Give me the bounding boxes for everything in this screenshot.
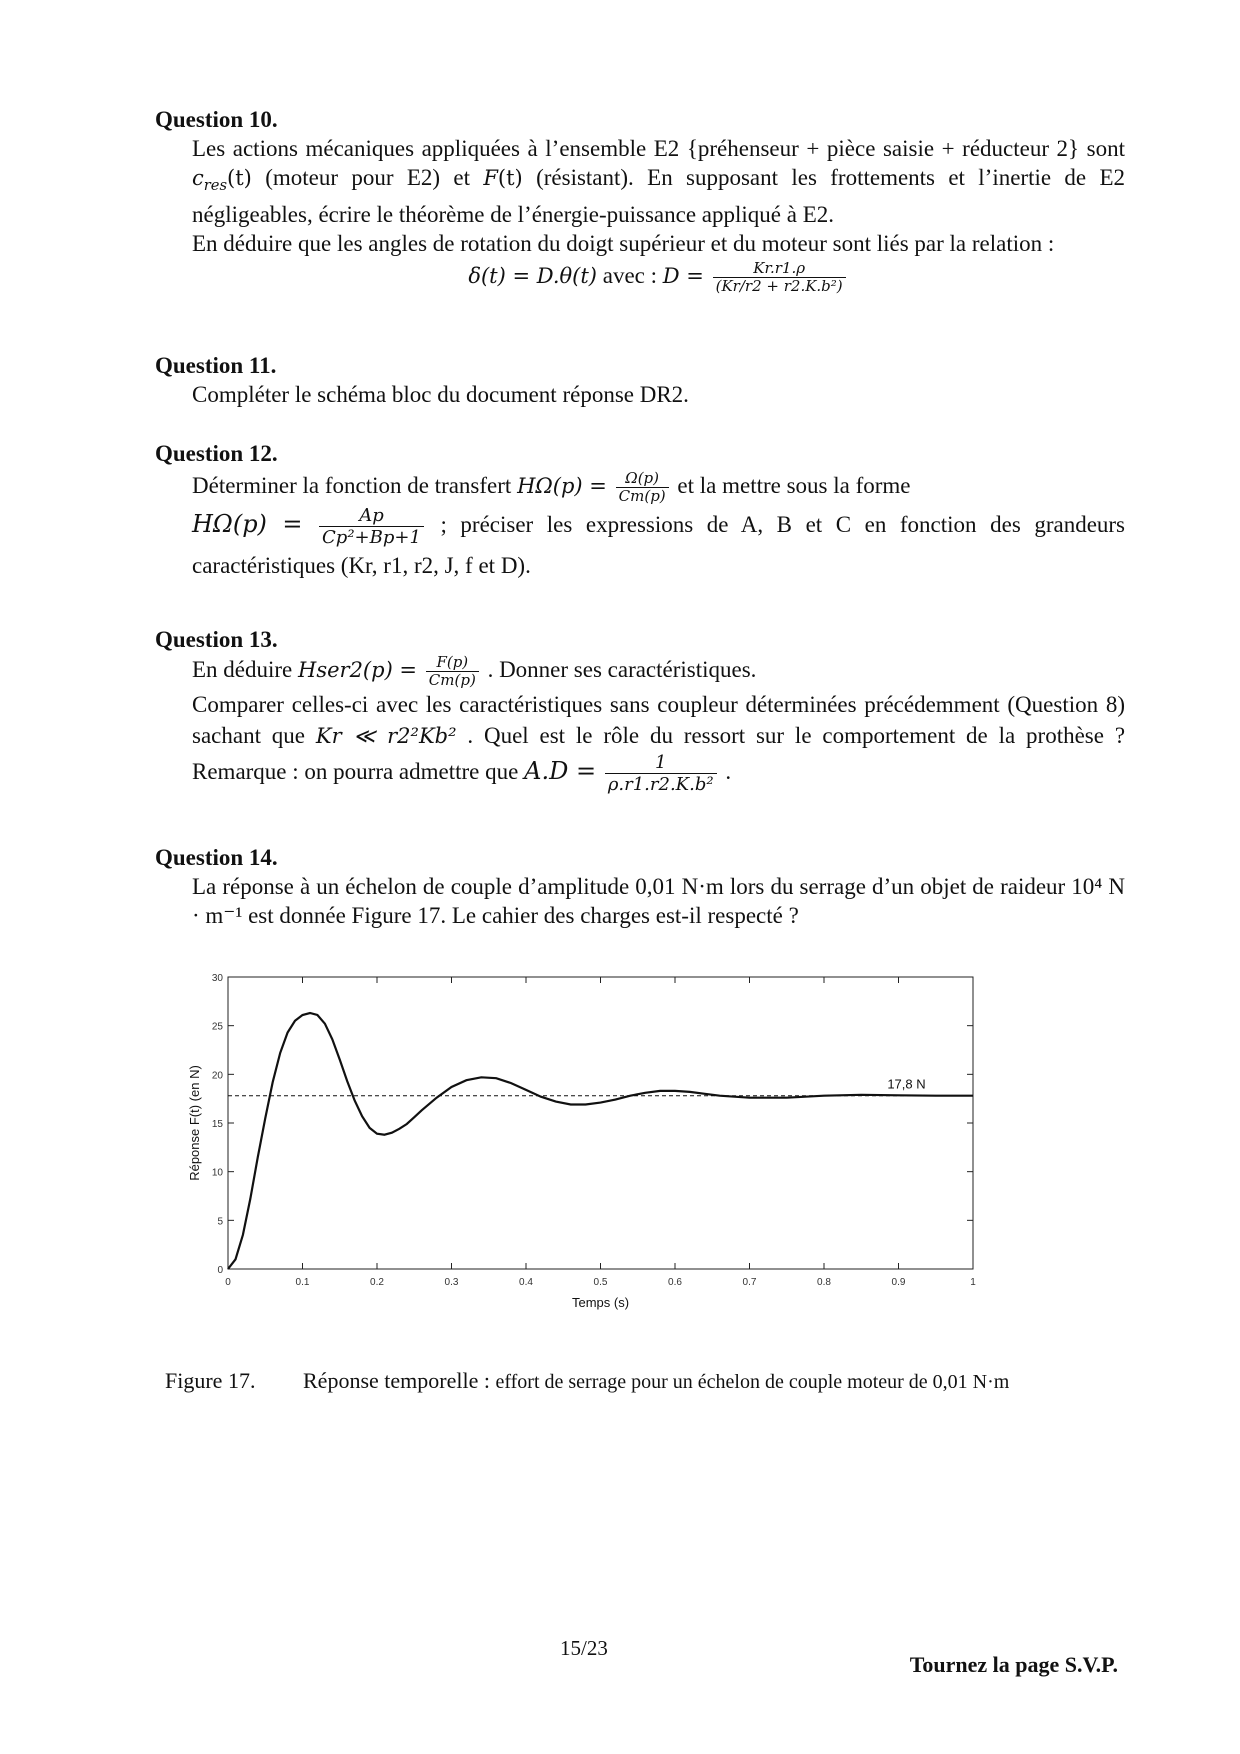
text-fragment: En déduire [192, 657, 293, 682]
y-tick-label: 5 [217, 1216, 223, 1228]
question-13-paragraph-2 [192, 689, 1125, 795]
question-11-title: Question 11. [155, 353, 277, 378]
fraction-omega-cm [616, 470, 669, 505]
x-tick-label: 1 [970, 1277, 976, 1288]
figure-title: Réponse temporelle : [303, 1368, 490, 1393]
x-tick-label: 0.8 [817, 1277, 831, 1288]
text-fragment: Déterminer la fonction de transfert [192, 473, 512, 498]
y-tick-label: 30 [211, 973, 223, 984]
fraction-numerator: Ω(p) [616, 470, 669, 488]
fraction-numerator: F(p) [426, 654, 479, 672]
question-14-body [192, 872, 1125, 930]
question-12-paragraph-1 [192, 468, 1125, 505]
fraction-numerator: Kr.r1.ρ [713, 260, 846, 278]
x-tick-label: 0.5 [593, 1277, 608, 1288]
math-h-ser2: Hser2(p) = [298, 658, 418, 682]
text-fragment: . Donner ses caractéristiques. [487, 657, 757, 682]
text-fragment: . [725, 759, 732, 784]
y-tick-label: 0 [217, 1265, 223, 1276]
equation-avec: avec : [602, 262, 658, 288]
y-axis-label: Réponse F(t) (en N) [187, 1065, 202, 1181]
question-10-title: Question 10. [155, 107, 278, 132]
question-14-title: Question 14. [155, 845, 278, 870]
question-10 [155, 106, 1125, 295]
fraction-denominator: ρ.r1.r2.K.b² [607, 774, 714, 796]
figure-number: Figure 17. [165, 1368, 256, 1393]
question-10-paragraph-1 [192, 134, 1125, 229]
question-12-paragraph-2 [192, 505, 1125, 584]
question-14 [155, 844, 1125, 930]
question-12 [155, 440, 1125, 584]
math-h-omega-form: HΩ(p) = [192, 510, 303, 538]
equation-lhs: δ(t) = D.θ(t) [468, 263, 597, 288]
figure-caption [165, 1368, 1125, 1394]
text-fragment: (résistant). En supposant les frottements et l’inertie de E2 négligeables, écrire le théorème de l’énergie-puissance appliqué à E2. [192, 165, 1126, 228]
question-11-body [192, 380, 1125, 409]
fraction-denominator: Cp²+Bp+1 [322, 527, 421, 549]
figure-17-chart [187, 965, 1095, 1365]
chart-svg [187, 965, 1095, 1365]
fraction-denominator: Cm(p) [428, 671, 476, 690]
x-tick-label: 0.4 [519, 1277, 533, 1288]
math-ad: A.D = [524, 757, 597, 785]
math-F: F(t) [483, 166, 523, 190]
text-fragment: Comparer celles-ci avec les caractéristiques sans coupleur déterminées précédemment (Question 8) sachant que [192, 692, 1125, 749]
math-condition: Kr ≪ r2²Kb² [315, 724, 457, 749]
question-10-body [192, 134, 1125, 295]
equation-delta [192, 260, 1125, 295]
question-12-title: Question 12. [155, 441, 278, 466]
question-12-body [192, 468, 1125, 584]
math-c-res: $c_{res}(t)$ [192, 166, 252, 195]
question-13 [155, 626, 1125, 795]
x-tick-label: 0 [225, 1277, 231, 1288]
figure-description: effort de serrage pour un échelon de couple moteur de 0,01 N·m [495, 1371, 1010, 1393]
plot-frame [228, 977, 973, 1269]
question-13-body [192, 654, 1125, 795]
question-13-title: Question 13. [155, 627, 278, 652]
fraction-numerator: Ap [319, 505, 424, 527]
question-11-paragraph-1: Compléter le schéma bloc du document réponse DR2. [192, 382, 689, 407]
text-fragment: . Quel est le rôle du ressort sur le comportement de la prothèse ? Remarque : on pourra admettre que [192, 723, 1126, 784]
text-fragment: (moteur pour E2) et [265, 165, 470, 190]
y-tick-label: 25 [211, 1021, 223, 1033]
series-line-F [228, 1013, 973, 1269]
fraction-numerator: 1 [605, 752, 717, 774]
question-13-paragraph-1 [192, 654, 1125, 689]
fraction-denominator: (Kr/r2 + r2.K.b²) [715, 277, 843, 296]
x-tick-label: 0.3 [444, 1277, 459, 1288]
x-tick-label: 0.6 [668, 1277, 682, 1288]
y-tick-label: 15 [211, 1119, 223, 1130]
fraction-f-cm [426, 654, 479, 689]
fraction-ap [319, 505, 424, 548]
question-11 [155, 352, 1125, 409]
x-tick-label: 0.7 [742, 1277, 757, 1288]
page-number: 15/23 [560, 1636, 608, 1660]
question-10-paragraph-2: En déduire que les angles de rotation du doigt supérieur et du moteur sont liés par la relation : [192, 231, 1055, 257]
equation-D: D = [662, 263, 704, 288]
x-tick-label: 0.1 [295, 1277, 310, 1288]
chart-axes [228, 977, 973, 1269]
final-value-annotation: 17,8 N [887, 1076, 926, 1092]
text-fragment: Les actions mécaniques appliquées à l’ensemble E2 {préhenseur + pièce saisie + réducteur 2} sont [192, 136, 1125, 161]
fraction-denominator: Cm(p) [618, 487, 666, 506]
question-14-paragraph-1: La réponse à un échelon de couple d’amplitude 0,01 N·m lors du serrage d’un objet de raideur 10⁴ N · m⁻¹ est donnée Figure 17. Le cahier des charges est-il respecté ? [192, 874, 1125, 928]
text-fragment: ; préciser les expressions de A, B et C en fonction des grandeurs caractéristiques (Kr, r1, r2, J, f et D). [192, 512, 1126, 579]
equation-D-fraction [713, 260, 846, 295]
x-axis-label: Temps (s) [571, 1295, 630, 1310]
fraction-ad [605, 752, 717, 795]
y-tick-label: 20 [211, 1070, 223, 1082]
chart-ticks [212, 973, 976, 1288]
turn-page-note: Tournez la page S.V.P. [909, 1652, 1118, 1677]
math-h-omega: HΩ(p) = [517, 474, 607, 498]
x-tick-label: 0.9 [891, 1277, 906, 1288]
y-tick-label: 10 [211, 1167, 223, 1179]
x-tick-label: 0.2 [370, 1277, 384, 1288]
text-fragment: et la mettre sous la forme [677, 473, 911, 498]
